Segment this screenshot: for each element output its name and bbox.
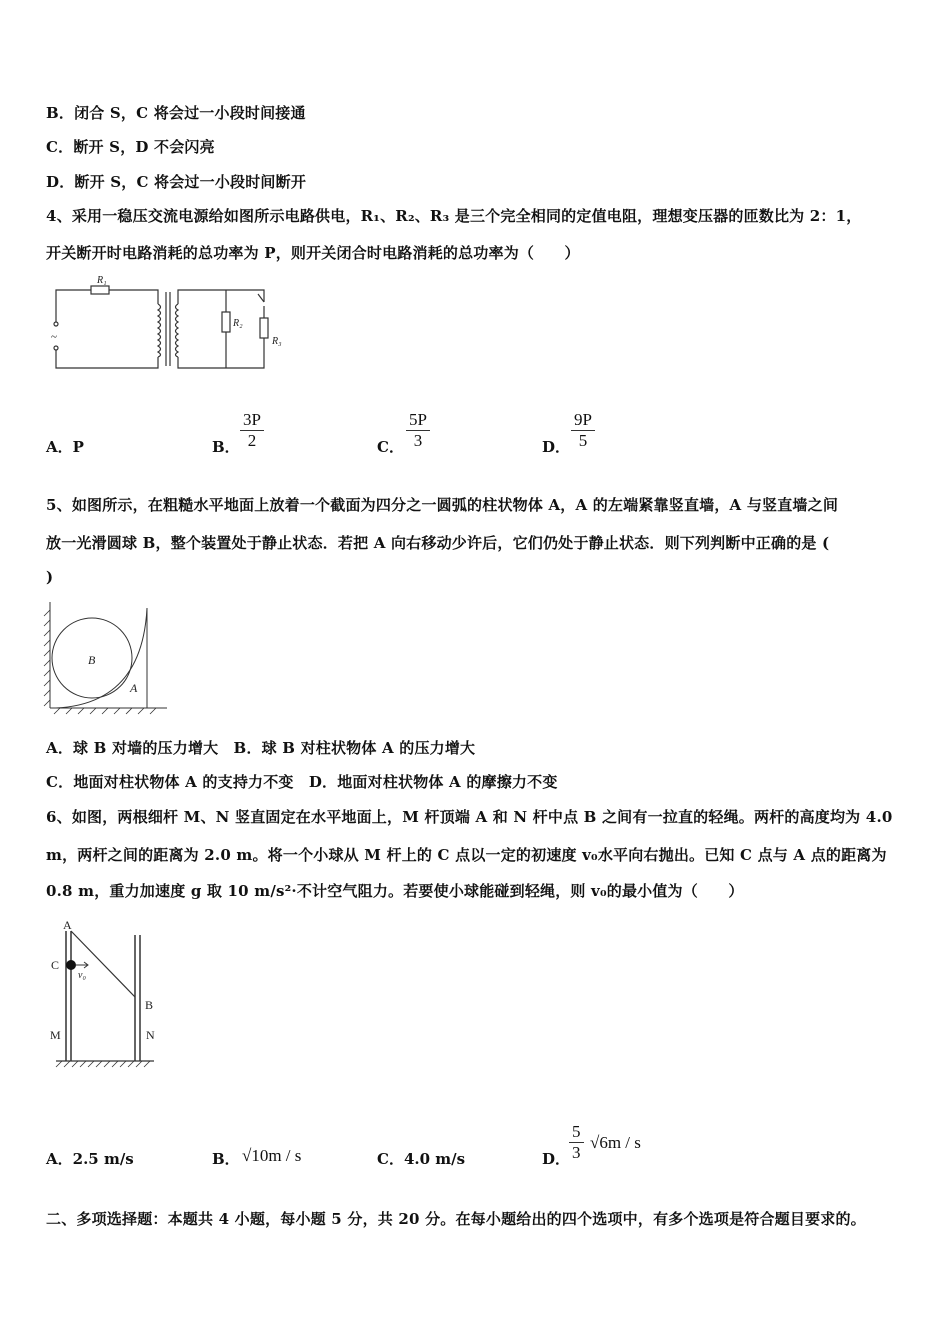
point-a-label: A: [63, 918, 72, 932]
q6-option-d-expression: √6m / s: [590, 1133, 641, 1152]
q3-option-c: C．断开 S，D 不会闪亮: [46, 138, 215, 156]
q6-option-c: C．4.0 m/s: [377, 1150, 466, 1168]
q5-stem-line2: 放一光滑圆球 B，整个装置处于静止状态．若把 A 向右移动少许后，它们仍处于静止状态．则下列判断中正确的是 (: [46, 534, 830, 552]
q3-option-d: D．断开 S，C 将会过一小段时间断开: [46, 173, 307, 191]
q6-option-d-fraction: [569, 1122, 584, 1163]
q6-option-d-label: D．: [542, 1150, 571, 1168]
ac-source-symbol: ~: [51, 331, 57, 343]
point-b-label: B: [145, 998, 154, 1012]
fraction-denominator: 3: [413, 431, 423, 450]
q6-poles-rope-diagram: [46, 915, 161, 1080]
fraction-numerator: 5P: [406, 410, 430, 431]
fraction-numerator: 3P: [240, 410, 264, 431]
fraction-denominator: 5: [578, 431, 588, 450]
fraction-denominator: 2: [247, 431, 257, 450]
q5-ball-block-diagram: [42, 600, 172, 715]
pole-m-label: M: [50, 1028, 61, 1042]
fraction-denominator: 3: [572, 1143, 581, 1162]
q6-stem-line2: m，两杆之间的距离为 2.0 m。将一个小球从 M 杆上的 C 点以一定的初速度 v₀水平向右抛出。已知 C 点与 A 点的距离为: [46, 846, 887, 864]
r1-label: R₁: [97, 275, 107, 286]
fraction-numerator: 5: [569, 1122, 584, 1143]
point-c-label: C: [51, 958, 60, 972]
v0-label: v₀: [78, 970, 86, 981]
q4-option-d-label: D．: [542, 438, 571, 456]
pole-n-label: N: [146, 1028, 155, 1042]
q5-stem-line3: ): [46, 568, 54, 586]
fraction-numerator: 9P: [571, 410, 595, 431]
q6-option-a: A．2.5 m/s: [46, 1150, 134, 1168]
q3-option-b: B．闭合 S，C 将会过一小段时间接通: [46, 104, 306, 122]
q5-options-cd: C．地面对柱状物体 A 的支持力不变 D．地面对柱状物体 A 的摩擦力不变: [46, 773, 558, 791]
q4-option-a: A．P: [46, 438, 84, 456]
q4-stem-line1: 4、采用一稳压交流电源给如图所示电路供电，R₁、R₂、R₃ 是三个完全相同的定值电阻，理想变压器的匝数比为 2：1，: [46, 207, 862, 225]
block-a-label: A: [130, 681, 138, 695]
q5-options-ab: A．球 B 对墙的压力增大 B．球 B 对柱状物体 A 的压力增大: [46, 739, 476, 757]
r2-label: R₂: [233, 318, 243, 329]
q4-option-b-label: B．: [212, 438, 240, 456]
ball-b-label: B: [88, 653, 96, 667]
section-2-heading: 二、多项选择题：本题共 4 小题，每小题 5 分，共 20 分。在每小题给出的四个选项中，有多个选项是符合题目要求的。: [46, 1210, 866, 1228]
q4-circuit-diagram: [46, 272, 306, 377]
q4-option-c-fraction: [406, 410, 430, 451]
q4-option-c-label: C．: [377, 438, 404, 456]
q6-option-b-expression: √10m / s: [242, 1146, 302, 1165]
q4-stem-line2: 开关断开时电路消耗的总功率为 P，则开关闭合时电路消耗的总功率为（ ）: [46, 244, 580, 262]
r3-label: R₃: [272, 336, 282, 347]
q5-stem-line1: 5、如图所示，在粗糙水平地面上放着一个截面为四分之一圆弧的柱状物体 A，A 的左端紧靠竖直墙，A 与竖直墙之间: [46, 496, 839, 514]
q4-option-b-fraction: [240, 410, 264, 451]
q4-option-d-fraction: [571, 410, 595, 451]
q6-stem-line3: 0.8 m，重力加速度 g 取 10 m/s²·不计空气阻力。若要使小球能碰到轻绳，则 v₀的最小值为（ ）: [46, 882, 744, 900]
q6-option-b-label: B．: [212, 1150, 240, 1168]
ball-c: [66, 960, 76, 970]
q6-stem-line1: 6、如图，两根细杆 M、N 竖直固定在水平地面上，M 杆顶端 A 和 N 杆中点 B 之间有一拉直的轻绳。两杆的高度均为 4.0: [46, 808, 893, 826]
